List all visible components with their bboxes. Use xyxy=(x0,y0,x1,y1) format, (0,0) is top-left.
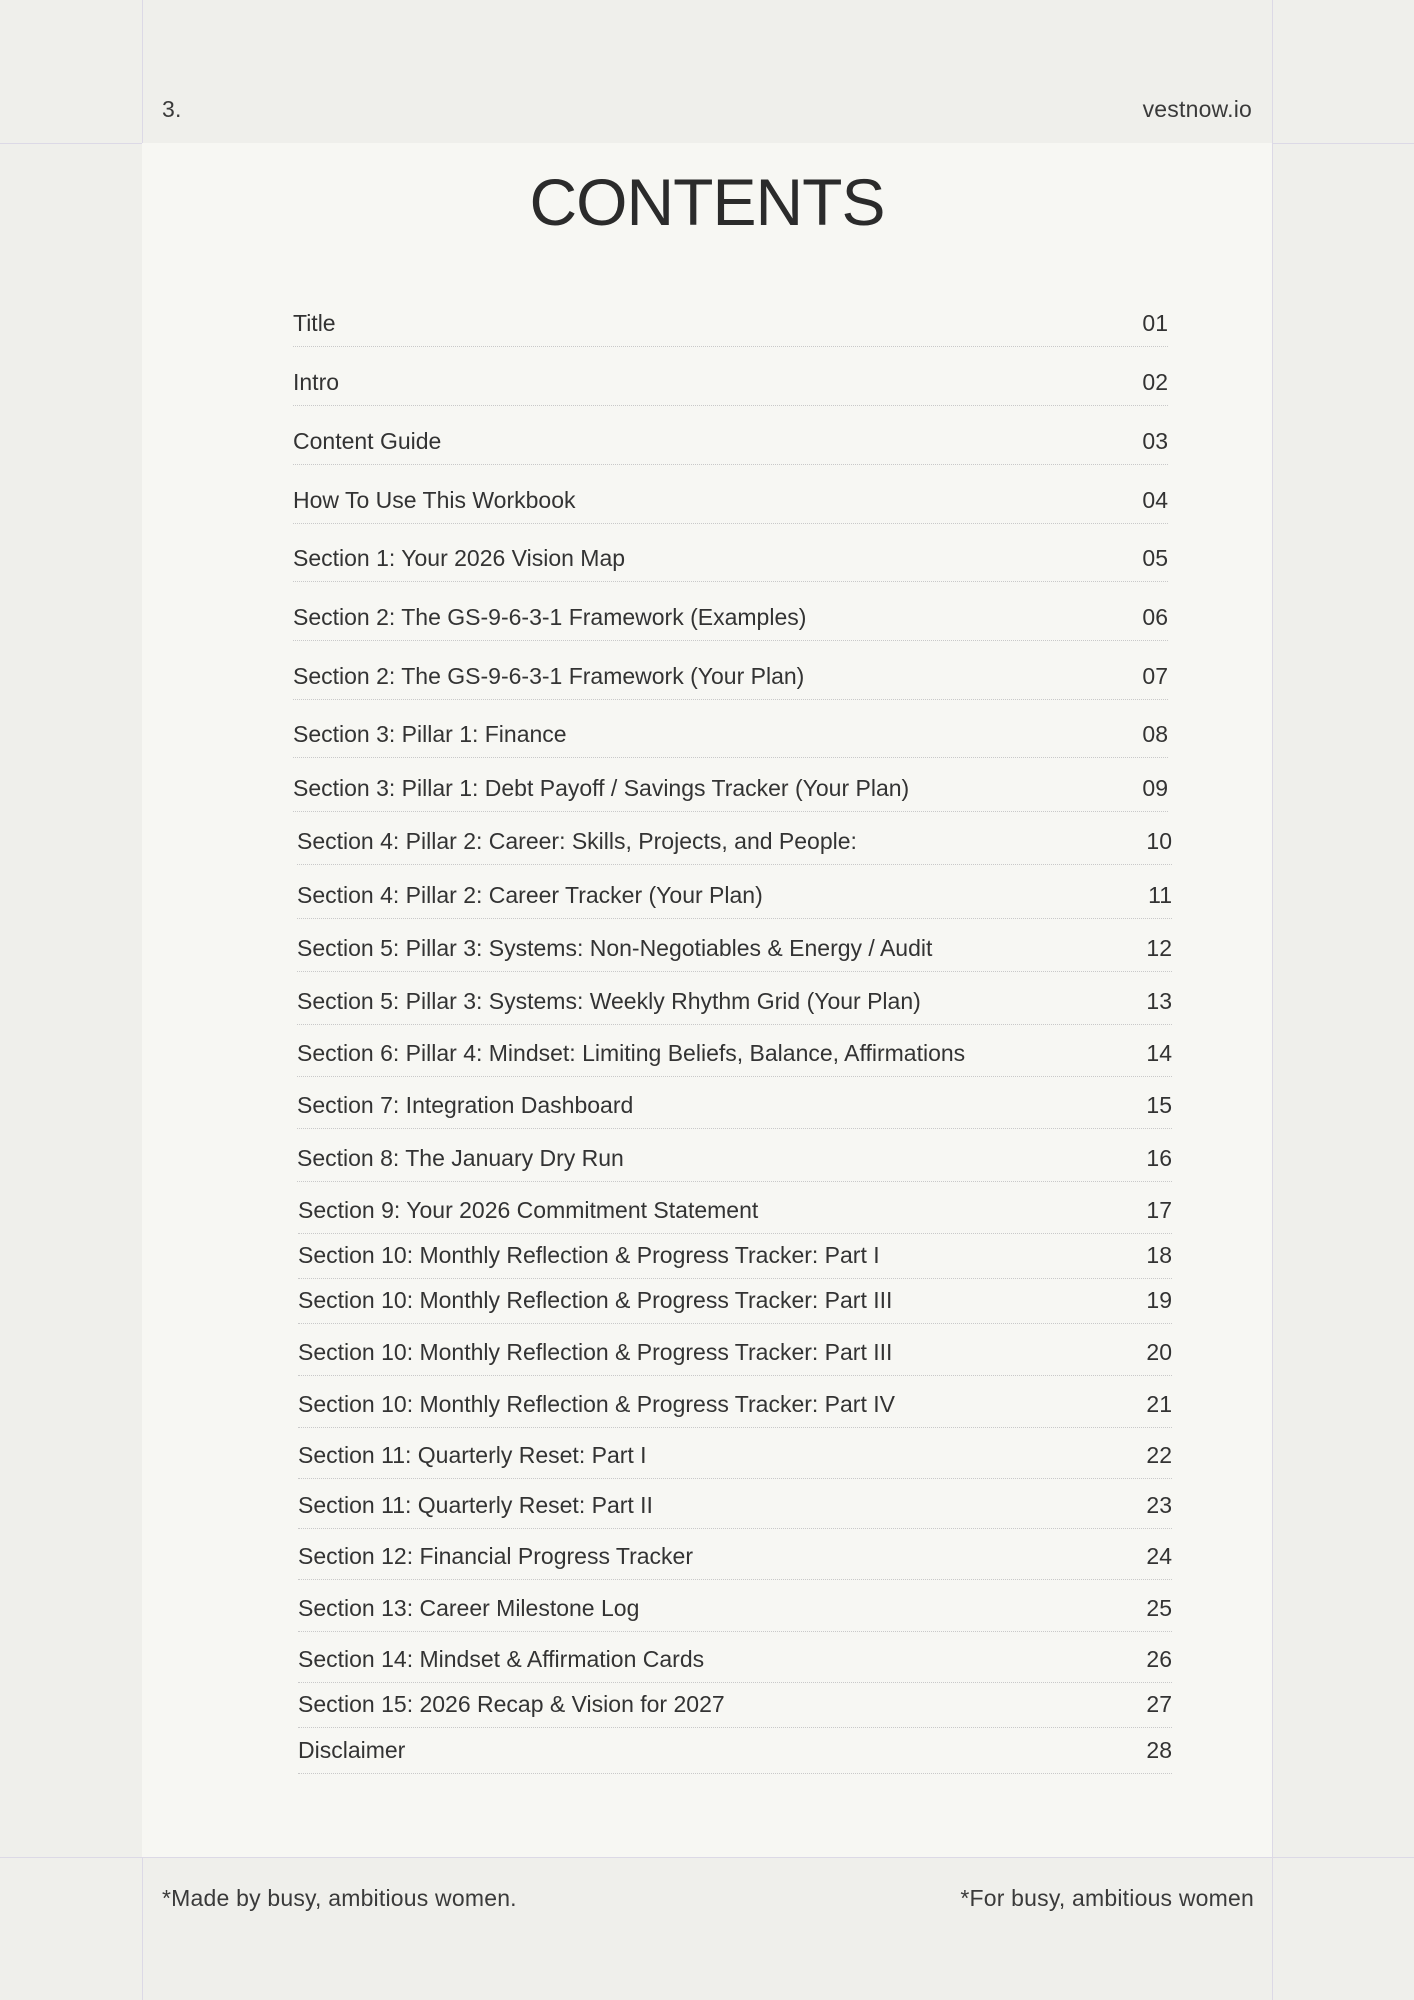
toc-entry-label: Section 3: Pillar 1: Debt Payoff / Savings Tracker (Your Plan) xyxy=(293,775,910,801)
toc-row[interactable] xyxy=(293,465,1168,524)
toc-row[interactable] xyxy=(298,1234,1172,1279)
toc-entry-label: Section 10: Monthly Reflection & Progress Tracker: Part I xyxy=(298,1242,880,1268)
toc-row[interactable] xyxy=(298,1428,1172,1479)
toc-row[interactable] xyxy=(298,1376,1172,1428)
toc-entry-page: 27 xyxy=(1146,1691,1172,1717)
toc-entry-page: 12 xyxy=(1146,935,1172,961)
toc-entry-label: How To Use This Workbook xyxy=(293,487,576,513)
toc-entry-page: 18 xyxy=(1146,1242,1172,1268)
toc-entry-label: Section 4: Pillar 2: Career Tracker (Your Plan) xyxy=(297,882,763,908)
toc-entry-page: 11 xyxy=(1148,882,1172,908)
toc-entry-page: 22 xyxy=(1146,1442,1172,1468)
guide-line-bottom xyxy=(0,1857,1414,1858)
toc-entry-label: Section 11: Quarterly Reset: Part II xyxy=(298,1492,653,1518)
toc-entry-page: 08 xyxy=(1142,721,1168,747)
toc-row[interactable] xyxy=(297,1077,1172,1129)
toc-row[interactable] xyxy=(297,1129,1172,1182)
page-title: CONTENTS xyxy=(529,165,885,239)
toc-row[interactable] xyxy=(298,1683,1172,1728)
toc-row[interactable] xyxy=(297,972,1172,1025)
toc-entry-label: Section 4: Pillar 2: Career: Skills, Projects, and People: xyxy=(297,828,857,854)
toc-entry-label: Section 7: Integration Dashboard xyxy=(297,1092,634,1118)
toc-entry-page: 14 xyxy=(1146,1040,1172,1066)
toc-entry-page: 20 xyxy=(1146,1339,1172,1365)
toc-row[interactable] xyxy=(298,1279,1172,1324)
toc-entry-label: Disclaimer xyxy=(298,1737,406,1763)
toc-entry-label: Section 5: Pillar 3: Systems: Weekly Rhythm Grid (Your Plan) xyxy=(297,988,921,1014)
toc-entry-page: 01 xyxy=(1142,310,1168,336)
toc-row[interactable] xyxy=(293,582,1168,641)
footer-tagline-left: *Made by busy, ambitious women. xyxy=(162,1885,517,1911)
toc-row[interactable] xyxy=(297,1025,1172,1077)
toc-entry-page: 02 xyxy=(1142,369,1168,395)
toc-entry-label: Section 10: Monthly Reflection & Progress Tracker: Part III xyxy=(298,1287,893,1313)
toc-entry-label: Section 1: Your 2026 Vision Map xyxy=(293,545,626,571)
toc-entry-page: 04 xyxy=(1142,487,1168,513)
toc-row[interactable] xyxy=(298,1479,1172,1529)
toc-entry-label: Section 11: Quarterly Reset: Part I xyxy=(298,1442,647,1468)
page-number: 3. xyxy=(162,96,182,122)
toc-row[interactable] xyxy=(293,294,1168,347)
toc-entry-page: 05 xyxy=(1142,545,1168,571)
toc-entry-label: Section 8: The January Dry Run xyxy=(297,1145,624,1171)
footer-tagline-right: *For busy, ambitious women xyxy=(960,1885,1254,1911)
toc-entry-label: Section 15: 2026 Recap & Vision for 2027 xyxy=(298,1691,725,1717)
toc-entry-label: Section 12: Financial Progress Tracker xyxy=(298,1543,694,1569)
toc-entry-label: Content Guide xyxy=(293,428,442,454)
toc-entry-label: Section 5: Pillar 3: Systems: Non-Negotiables & Energy / Audit xyxy=(297,935,933,961)
toc-row[interactable] xyxy=(298,1529,1172,1580)
toc-entry-page: 13 xyxy=(1146,988,1172,1014)
toc-entry-label: Section 10: Monthly Reflection & Progress Tracker: Part IV xyxy=(298,1391,895,1417)
toc-row[interactable] xyxy=(293,758,1168,812)
toc-entry-label: Title xyxy=(293,310,336,336)
toc-entry-page: 23 xyxy=(1146,1492,1172,1518)
toc-entry-page: 17 xyxy=(1146,1197,1172,1223)
toc-row[interactable] xyxy=(298,1632,1172,1683)
toc-entry-page: 06 xyxy=(1142,604,1168,630)
toc-entry-page: 03 xyxy=(1142,428,1168,454)
toc-row[interactable] xyxy=(298,1182,1172,1234)
toc-row[interactable] xyxy=(293,700,1168,758)
toc-entry-page: 28 xyxy=(1146,1737,1172,1763)
toc-entry-page: 16 xyxy=(1146,1145,1172,1171)
toc-entry-label: Section 9: Your 2026 Commitment Statement xyxy=(298,1197,759,1223)
toc-entry-label: Intro xyxy=(293,369,340,395)
toc-entry-label: Section 13: Career Milestone Log xyxy=(298,1595,640,1621)
toc-row[interactable] xyxy=(297,865,1172,919)
toc-entry-label: Section 6: Pillar 4: Mindset: Limiting Beliefs, Balance, Affirmations xyxy=(297,1040,966,1066)
toc-entry-page: 19 xyxy=(1146,1287,1172,1313)
toc-row[interactable] xyxy=(293,406,1168,465)
toc-entry-page: 21 xyxy=(1146,1391,1172,1417)
toc-entry-label: Section 2: The GS-9-6-3-1 Framework (Your Plan) xyxy=(293,663,805,689)
toc-entry-page: 25 xyxy=(1146,1595,1172,1621)
guide-line-right xyxy=(1272,0,1273,2000)
toc-row[interactable] xyxy=(297,919,1172,972)
toc-entry-label: Section 2: The GS-9-6-3-1 Framework (Examples) xyxy=(293,604,807,630)
toc-row[interactable] xyxy=(297,812,1172,865)
toc-entry-page: 15 xyxy=(1146,1092,1172,1118)
toc-row[interactable] xyxy=(293,641,1168,700)
toc-entry-page: 26 xyxy=(1146,1646,1172,1672)
toc-entry-label: Section 14: Mindset & Affirmation Cards xyxy=(298,1646,705,1672)
toc-row[interactable] xyxy=(293,524,1168,582)
toc-row[interactable] xyxy=(298,1580,1172,1632)
toc-row[interactable] xyxy=(298,1324,1172,1376)
site-url: vestnow.io xyxy=(1142,96,1252,122)
toc-row[interactable] xyxy=(298,1728,1172,1774)
toc-entry-label: Section 10: Monthly Reflection & Progress Tracker: Part III xyxy=(298,1339,893,1365)
toc-entry-page: 07 xyxy=(1142,663,1168,689)
toc-entry-label: Section 3: Pillar 1: Finance xyxy=(293,721,567,747)
toc-entry-page: 10 xyxy=(1146,828,1172,854)
toc-entry-page: 24 xyxy=(1146,1543,1172,1569)
toc-row[interactable] xyxy=(293,347,1168,406)
toc-entry-page: 09 xyxy=(1142,775,1168,801)
